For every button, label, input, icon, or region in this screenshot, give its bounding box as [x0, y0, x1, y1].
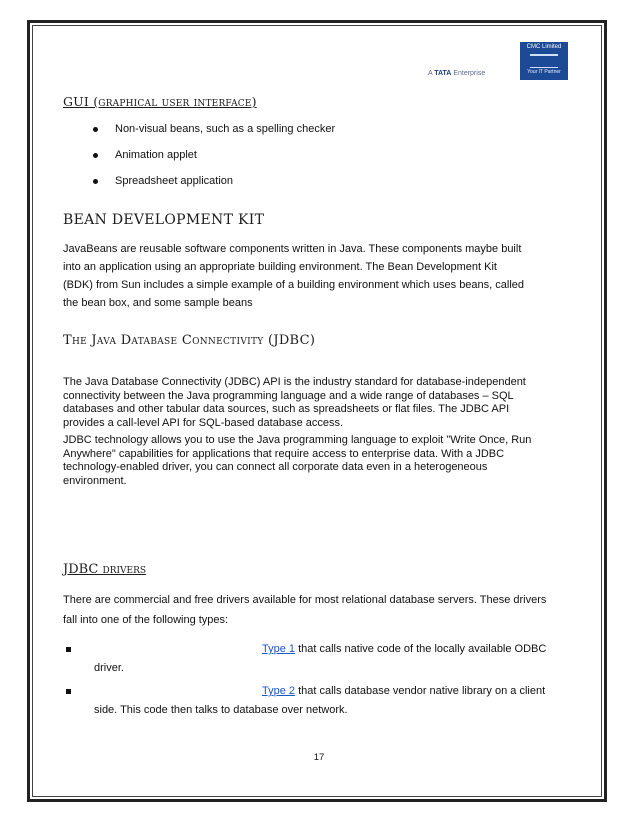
bullet-icon [93, 127, 98, 132]
gui-bullet-list [93, 123, 335, 201]
type-2-line [262, 685, 545, 697]
tata-brand: TATA [434, 70, 452, 77]
text-line: Anywhere" capabilities for applications that require access to enterprise data. With a JDBC [63, 447, 505, 460]
bullet-icon [93, 179, 98, 184]
text-line: environment. [63, 474, 127, 487]
cmc-tagline: Your IT Partner [527, 69, 561, 75]
tata-enterprise-logo [428, 70, 485, 77]
text-line: There are commercial and free drivers available for most relational database servers. These drivers [63, 594, 547, 606]
page-number: 17 [313, 752, 325, 763]
text-line: fall into one of the following types: [63, 614, 229, 626]
type-1-link[interactable]: Type 1 [262, 643, 296, 655]
type-2-text: that calls database vendor native library on a client [295, 685, 546, 697]
type-2-link[interactable]: Type 2 [262, 685, 296, 697]
list-item [93, 149, 335, 175]
text-line: The Java Database Connectivity (JDBC) API is the industry standard for database-independent [63, 376, 526, 388]
text-line: (BDK) from Sun includes a simple example of a building environment which uses beans, called [63, 279, 525, 291]
square-bullet-icon [66, 689, 71, 694]
list-item [93, 123, 335, 149]
text-line: JDBC technology allows you to use the Java programming language to exploit "Write Once, Run [63, 434, 532, 446]
type-1-continuation: driver. [94, 662, 124, 674]
text-line: databases and other tabular data sources, such as spreadsheets or flat files. The JDBC API [63, 403, 510, 415]
square-bullet-icon [66, 647, 71, 652]
jdbc-paragraph-2 [63, 434, 553, 488]
bullet-icon [93, 153, 98, 158]
header-logos [428, 42, 568, 82]
text-line: JavaBeans are reusable software components written in Java. These components maybe built [63, 243, 522, 255]
list-item-text: Spreadsheet application [115, 175, 234, 187]
list-item-text: Non-visual beans, such as a spelling checker [115, 123, 336, 135]
tata-prefix: A [428, 70, 433, 77]
text-line: the bean box, and some sample beans [63, 297, 253, 309]
bdk-heading: BEAN DEVELOPMENT KIT [63, 212, 265, 228]
type-2-continuation: side. This code then talks to database over network. [94, 704, 348, 716]
text-line: connectivity between the Java programming language and a wide range of databases – SQL [63, 389, 514, 402]
text-line: into an application using an appropriate building environment. The Bean Development Kit [63, 261, 497, 273]
gui-heading: GUI (graphical user interface) [63, 94, 257, 109]
drivers-heading: JDBC drivers [63, 562, 147, 577]
type-1-line [262, 643, 546, 655]
list-item [93, 175, 335, 201]
cmc-logo-icon [530, 54, 558, 68]
cmc-logo [520, 42, 568, 80]
jdbc-heading: The Java Database Connectivity (JDBC) [63, 333, 316, 348]
text-line: technology-enabled driver, you can connect all corporate data even in a heterogeneous [63, 461, 488, 473]
drivers-intro [63, 590, 553, 630]
cmc-name: CMC Limited [526, 44, 562, 50]
bdk-paragraph [63, 240, 553, 312]
text-line: provides a call-level API for SQL-based database access. [63, 416, 344, 429]
jdbc-paragraph-1 [63, 376, 553, 430]
type-1-text: that calls native code of the locally available ODBC [295, 643, 547, 655]
list-item-text: Animation applet [115, 149, 197, 161]
tata-suffix: Enterprise [453, 70, 486, 77]
